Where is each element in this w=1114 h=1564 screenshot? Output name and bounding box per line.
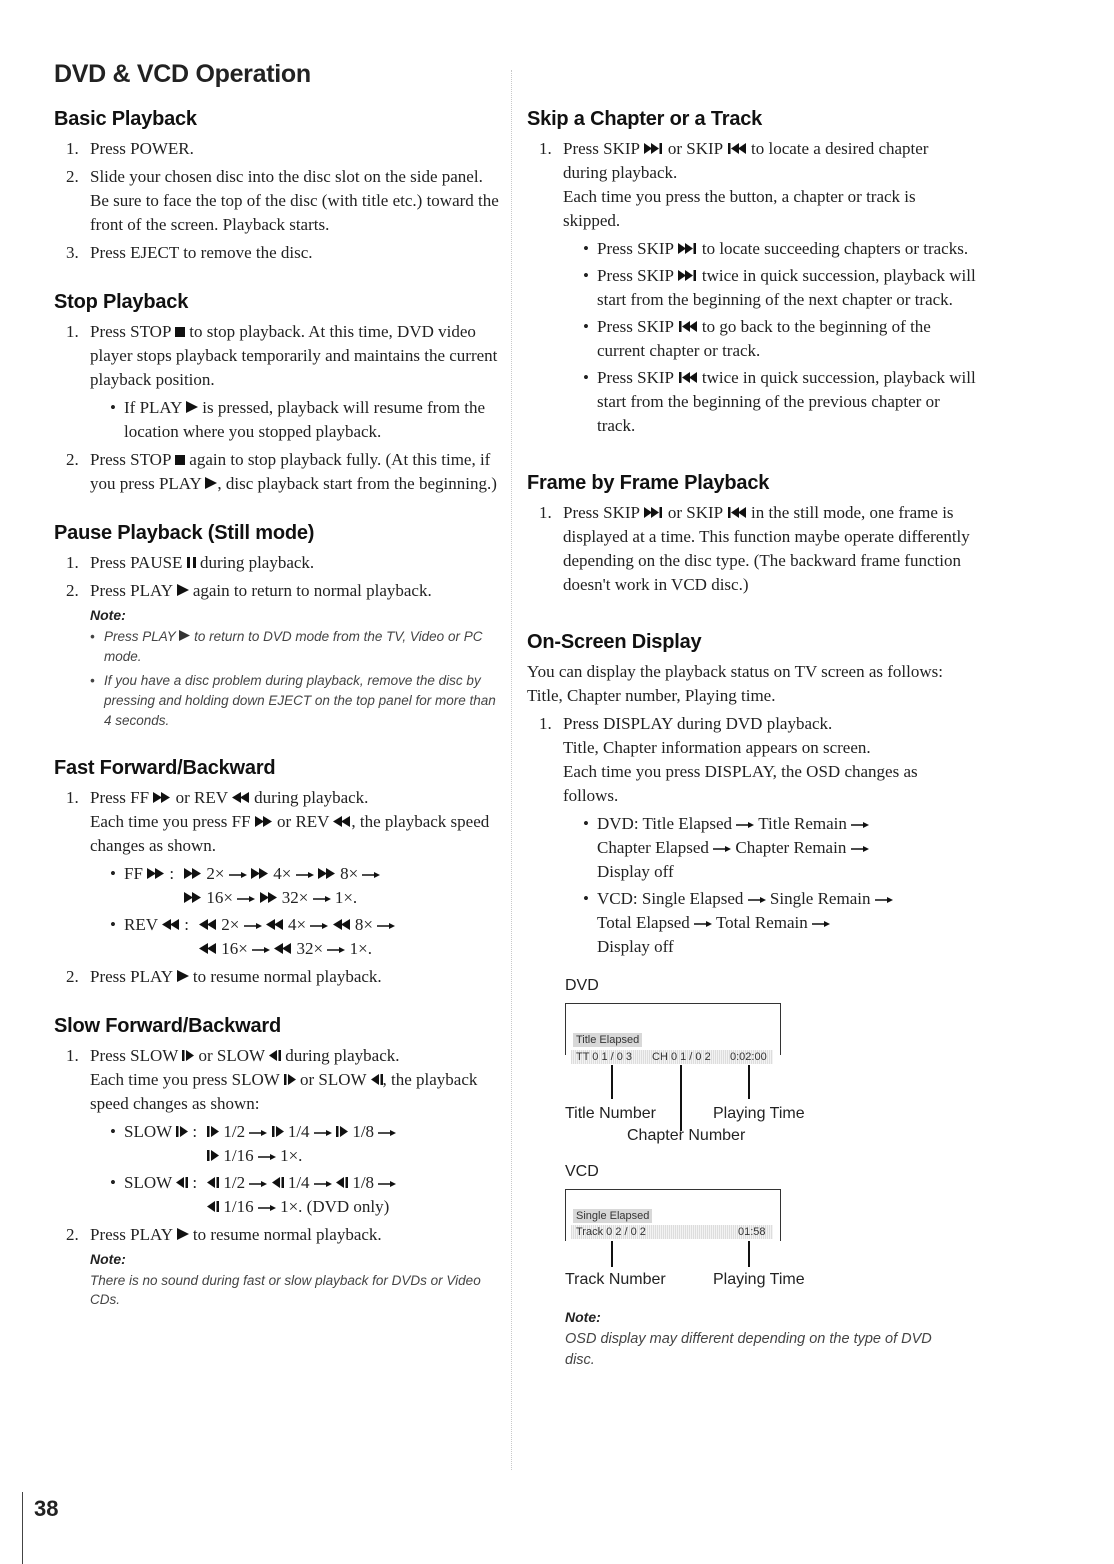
ff-icon [153,792,171,803]
slow-forward-icon [207,1150,219,1161]
dvd-osd-diagram [565,995,805,1131]
section-skip [527,108,977,438]
slow-forward-icon [182,1050,194,1061]
arrow-right-icon [258,1204,276,1212]
play-icon [186,401,198,413]
osd-time-info: 0:02:00 [730,1051,767,1063]
section-title: Fast Forward/Backward [54,757,276,779]
page-number-bar [22,1492,23,1564]
bullet: • Press SKIP to go back to the beginning of the current chapter or track. [563,315,977,363]
left-column [54,108,504,1335]
section-title: On-Screen Display [527,631,702,653]
rev-icon [266,919,284,930]
arrow-right-icon [244,922,262,930]
ff-icon [255,816,273,827]
play-icon [177,584,189,596]
slow-backward-icon [272,1177,284,1188]
arrow-right-icon [378,1129,396,1137]
note-item: • If you have a disc problem during playback, remove the disc by pressing and holding down EJECT on the top panel for more than 4 seconds. [90,671,504,731]
step: 1. Press SKIP or SKIP to locate a desired chapter during playback. Each time you press the button, a chapter or track is skipped. • Press SKIP to locate succeeding chapters or tracks. • Press SKIP twice in quick succession, playback will start from the beginning of the next chapter or track. • Press SKIP to go back to the beginning of the current chapter or track. • Press SKIP twice in quick succession, playback will start from the beginning of the previous chapter or track. [527,137,977,438]
note-text: OSD display may different depending on the type of DVD disc. [565,1331,932,1368]
section-pause-playback [54,522,504,731]
osd-sequence-vcd: • VCD: Single Elapsed Single Remain Total Elapsed Total Remain Display off [563,887,977,959]
intro-text: You can display the playback status on TV screen as follows: Title, Chapter number, Playing time. [527,662,943,705]
play-icon [177,1228,189,1240]
osd-track-info: Track 0 2 / 0 2 [576,1226,646,1238]
section-title: Basic Playback [54,108,197,130]
stop-icon [175,455,185,465]
section-title: Skip a Chapter or a Track [527,108,763,130]
arrow-right-icon [327,946,345,954]
ff-icon [184,868,202,879]
right-column [527,108,977,1397]
step: 2. Press PLAY to resume normal playback. [66,1225,382,1244]
skip-previous-icon [727,507,747,518]
arrow-right-icon [694,920,712,928]
skip-previous-icon [727,143,747,154]
speed-sequence-ff: • FF : 2× 4× 8× 16× 32× 1×. [90,862,504,910]
ff-icon [318,868,336,879]
play-icon [177,970,189,982]
callout-line [611,1065,613,1099]
skip-previous-icon [678,372,698,383]
step: 1. Press POWER. [66,139,194,158]
step: 3. Press EJECT to remove the disc. [66,243,313,262]
callout-line [748,1065,750,1099]
arrow-right-icon [851,821,869,829]
step: 1. Press SKIP or SKIP in the still mode, one frame is displayed at a time. This function maybe operate differently depending on the disc type. (The backward frame function doesn't work in VCD disc.) [539,503,970,594]
rev-icon [199,943,217,954]
play-icon [205,477,217,489]
pause-icon [187,557,196,568]
arrow-right-icon [362,871,380,879]
osd-sequence-dvd: • DVD: Title Elapsed Title Remain Chapter Elapsed Chapter Remain Display off [563,812,977,884]
speed-sequence-slow-forward: • SLOW : 1/2 1/4 1/8 1/16 1×. [90,1120,504,1168]
skip-previous-icon [678,321,698,332]
step: 2. Slide your chosen disc into the disc slot on the side panel. Be sure to face the top of the disc (with title etc.) toward the front of the screen. Playback starts. [66,167,499,234]
osd-chapter-info: CH 0 1 / 0 2 [652,1051,711,1063]
step: 1. Press FF or REV during playback. Each time you press FF or REV , the playback speed changes as shown. • FF : 2× 4× 8× 16× 32× 1×. • REV : 2× 4× 8× 16× 32× 1×. [54,786,504,961]
arrow-right-icon [377,922,395,930]
step: 2. Press STOP again to stop playback fully. (At this time, if you press PLAY , disc playback start from the beginning.) [66,450,497,493]
ff-icon [251,868,269,879]
vcd-osd-diagram [565,1181,805,1291]
slow-backward-icon [371,1074,383,1085]
playing-time-label: Playing Time [713,1105,805,1122]
note-title: Note: [90,607,126,623]
skip-next-icon [678,243,698,254]
column-divider [511,70,512,1470]
play-icon [179,630,190,641]
section-title: Frame by Frame Playback [527,472,770,494]
section-title: Stop Playback [54,291,189,313]
stop-icon [175,327,185,337]
note-title: Note: [90,1251,126,1267]
osd-chip: Single Elapsed [573,1209,652,1223]
dvd-label: DVD [565,977,599,994]
arrow-right-icon [310,922,328,930]
arrow-right-icon [314,1129,332,1137]
skip-next-icon [678,270,698,281]
callout-line [611,1241,613,1267]
arrow-right-icon [378,1180,396,1188]
step: 1. Press PAUSE during playback. [66,553,315,572]
section-stop-playback [54,291,504,496]
step: 1. Press SLOW or SLOW during playback. Each time you press SLOW or SLOW , the playback speed changes as shown: • SLOW : 1/2 1/4 1/8 1/16 1×. • SLOW : 1/2 1/4 1/8 1/16 1×. (DVD only) [54,1044,504,1219]
rev-icon [274,943,292,954]
arrow-right-icon [258,1153,276,1161]
callout-line [680,1065,682,1131]
slow-forward-icon [284,1074,296,1085]
step: 2. Press PLAY again to return to normal playback. [66,581,432,600]
playing-time-label: Playing Time [713,1271,805,1288]
section-title: Pause Playback (Still mode) [54,522,315,544]
arrow-right-icon [252,946,270,954]
section-on-screen-display [527,631,977,1371]
rev-icon [162,919,180,930]
page-title: DVD & VCD Operation [54,60,311,88]
slow-backward-icon [207,1201,219,1212]
osd-screen-frame [565,1003,781,1055]
arrow-right-icon [314,1180,332,1188]
track-number-label: Track Number [565,1271,666,1288]
bullet: • Press SKIP to locate succeeding chapters or tracks. [563,237,977,261]
section-title: Slow Forward/Backward [54,1015,281,1037]
section-basic-playback [54,108,504,265]
rev-icon [232,792,250,803]
section-fast-forward-backward [54,757,504,989]
rev-icon [333,919,351,930]
osd-title-info: TT 0 1 / 0 3 [576,1051,633,1063]
slow-forward-icon [336,1126,348,1137]
chapter-number-label: Chapter Number [627,1127,746,1144]
bullet: • Press SKIP twice in quick succession, playback will start from the beginning of the next chapter or track. [563,264,977,312]
slow-backward-icon [336,1177,348,1188]
arrow-right-icon [313,895,331,903]
rev-icon [199,919,217,930]
arrow-right-icon [875,896,893,904]
ff-icon [260,892,278,903]
bullet: • If PLAY is pressed, playback will resume from the location where you stopped playback. [90,396,504,444]
arrow-right-icon [249,1180,267,1188]
slow-forward-icon [272,1126,284,1137]
step: 1. Press STOP to stop playback. At this time, DVD video player stops playback temporarily and maintains the current playback position. • If PLAY is pressed, playback will resume from the location where you stopped playback. [54,320,504,444]
arrow-right-icon [736,821,754,829]
callout-line [748,1241,750,1267]
step: 2. Press PLAY to resume normal playback. [66,967,382,986]
arrow-right-icon [851,845,869,853]
arrow-right-icon [713,845,731,853]
slow-forward-icon [176,1126,188,1137]
osd-chip: Title Elapsed [573,1033,642,1047]
slow-backward-icon [207,1177,219,1188]
step: 1. Press DISPLAY during DVD playback. Title, Chapter information appears on screen. Each time you press DISPLAY, the OSD changes as follows. • DVD: Title Elapsed Title Remain Chapter Elapsed Chapter Remain Display off • VCD: Single Elapsed Single Remain Total Elapsed Total Remain Display off [527,712,977,959]
note-text: There is no sound during fast or slow playback for DVDs or Video CDs. [90,1273,481,1307]
ff-icon [147,868,165,879]
rev-icon [333,816,351,827]
arrow-right-icon [237,895,255,903]
note-title: Note: [565,1309,601,1325]
vcd-label: VCD [565,1163,599,1180]
skip-next-icon [644,507,664,518]
slow-backward-icon [176,1177,188,1188]
arrow-right-icon [249,1129,267,1137]
speed-sequence-slow-backward: • SLOW : 1/2 1/4 1/8 1/16 1×. (DVD only) [90,1171,504,1219]
arrow-right-icon [229,871,247,879]
ff-icon [184,892,202,903]
osd-time-info: 01:58 [738,1226,766,1238]
skip-next-icon [644,143,664,154]
arrow-right-icon [748,896,766,904]
page-number: 38 [34,1496,59,1521]
arrow-right-icon [812,920,830,928]
section-slow-forward-backward [54,1015,504,1309]
slow-forward-icon [207,1126,219,1137]
bullet: • Press SKIP twice in quick succession, playback will start from the beginning of the previous chapter or track. [563,366,977,438]
section-frame-by-frame [527,472,977,597]
speed-sequence-rev: • REV : 2× 4× 8× 16× 32× 1×. [90,913,504,961]
slow-backward-icon [269,1050,281,1061]
note-item: • Press PLAY to return to DVD mode from the TV, Video or PC mode. [90,627,504,667]
arrow-right-icon [296,871,314,879]
title-number-label: Title Number [565,1105,656,1122]
